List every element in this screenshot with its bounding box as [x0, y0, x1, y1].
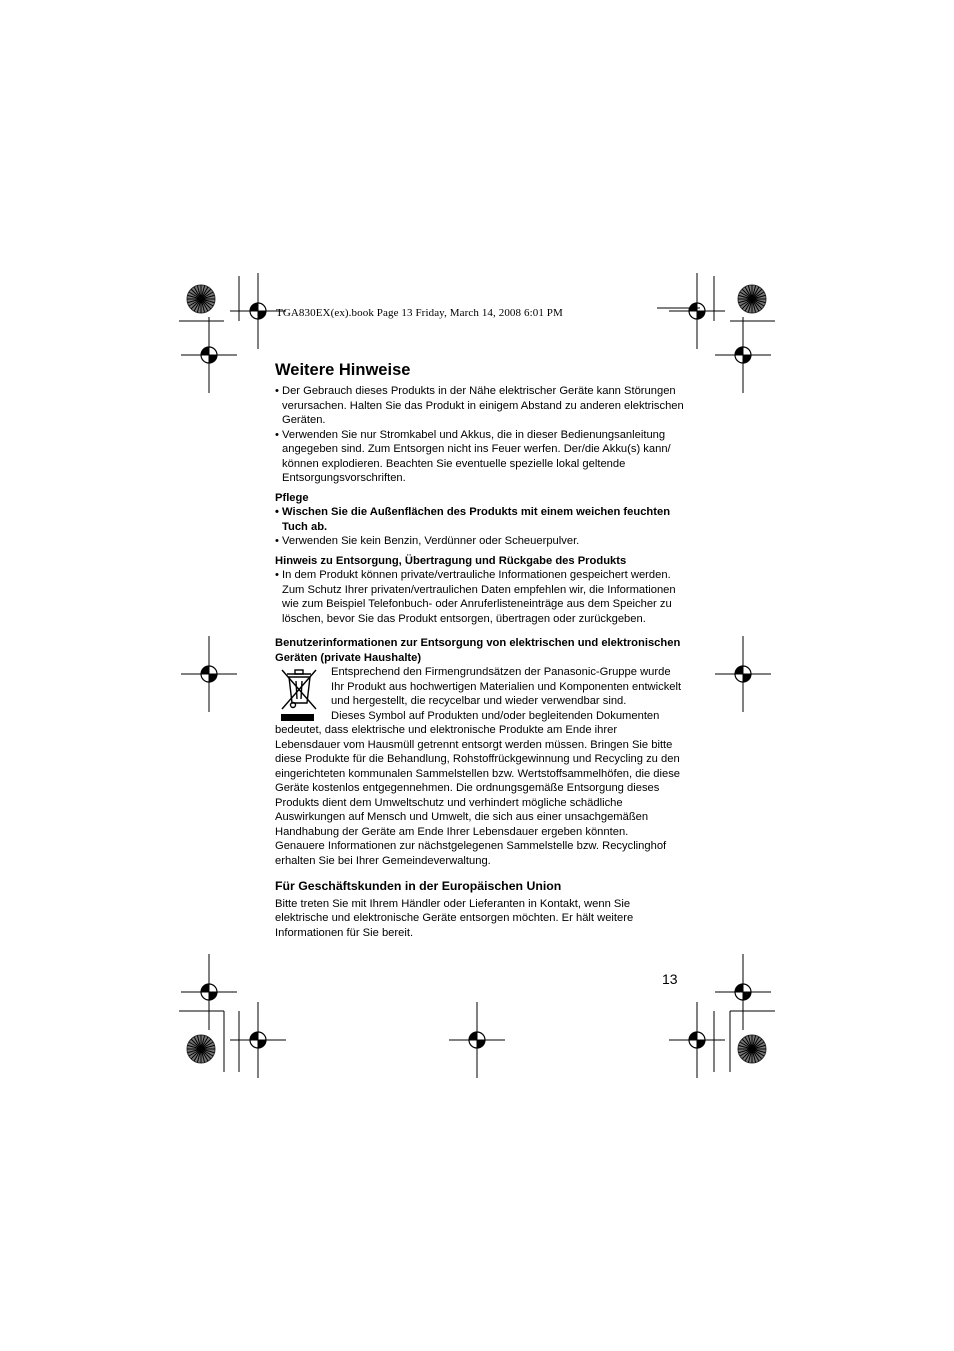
business-heading: Für Geschäftskunden in der Europäischen Union	[275, 879, 562, 893]
user-info-paragraph: Entsprechend den Firmengrundsätzen der Panasonic-Gruppe wurde Ihr Produkt aus hochwertigen Materialien und Komponenten entwickelt und hergestellt, die recycelbar und wieder verwendbar sind.	[331, 666, 682, 707]
crossed-out-wheelie-bin-icon	[277, 665, 321, 723]
user-info-heading: Benutzerinformationen zur Entsorgung von elektrischen und elektronischen Geräten (private Haushalte)	[275, 637, 681, 664]
list-item: • Verwenden Sie nur Stromkabel und Akkus, die in dieser Bedienungsanleitung angegeben sind. Zum Entsorgen nicht ins Feuer werfen. Der/die Akku(s) kann/ können explodieren. Beachten Sie eventuelle spezielle lokal geltende Entsorgungsvorschriften.	[275, 428, 685, 486]
business-paragraph: Bitte treten Sie mit Ihrem Händler oder Lieferanten in Kontakt, wenn Sie elektrische und elektronische Geräte entsorgen möchten. Er hält weitere Informationen für Sie bereit.	[275, 897, 634, 939]
disposal-list	[275, 568, 685, 626]
list-item: • Der Gebrauch dieses Produkts in der Nähe elektrischer Geräte kann Störungen verursachen. Halten Sie das Produkt in einigem Abstand zu anderen elektrischen Geräten.	[275, 384, 685, 428]
page-number: 13	[662, 971, 678, 987]
page-title: Weitere Hinweise	[275, 361, 411, 379]
disposal-heading: Hinweis zu Entsorgung, Übertragung und Rückgabe des Produkts	[275, 554, 627, 567]
care-heading: Pflege	[275, 491, 309, 504]
user-info-section	[275, 665, 685, 868]
user-info-paragraph: Dieses Symbol auf Produkten und/oder begleitenden Dokumenten bedeutet, dass elektrische und elektronische Produkte am Ende ihrer Lebensdauer vom Hausmüll getrennt entsorgt werden müssen. Bringen Sie bitte diese Produkte für die Behandlung, Rohstoffrückgewinnung und Recycling zu den eingerichteten kommunalen Sammelstellen bzw. Wertstoffsammelhöfen, die diese Geräte kostenlos entgegennehmen. Die ordnungsgemäße Entsorgung dieses Produkts dient dem Umweltschutz und verhindert mögliche schädliche Auswirkungen auf Mensch und Umwelt, die sich aus einer unsachgemäßen Handhabung der Geräte am Ende Ihrer Lebensdauer ergeben könnten.	[275, 709, 681, 838]
care-list	[275, 505, 685, 549]
list-item: • Wischen Sie die Außenflächen des Produkts mit einem weichen feuchten Tuch ab.	[275, 505, 685, 534]
list-item: • In dem Produkt können private/vertrauliche Informationen gespeichert werden. Zum Schutz Ihrer privaten/vertraulichen Daten empfehlen wir, die Informationen wie zum Beispiel Telefonbuch- oder Anruferlisteneinträge aus dem Speicher zu löschen, bevor Sie das Produkt entsorgen, übertragen oder zurückgeben.	[275, 568, 685, 626]
user-info-paragraph: Genauere Informationen zur nächstgelegenen Sammelstelle bzw. Recyclinghof erhalten Sie bei Ihrer Gemeindeverwaltung.	[275, 840, 667, 867]
list-item: • Verwenden Sie kein Benzin, Verdünner oder Scheuerpulver.	[275, 534, 685, 549]
intro-list	[275, 384, 685, 486]
print-header-line: TGA830EX(ex).book Page 13 Friday, March 14, 2008 6:01 PM	[276, 307, 563, 319]
page-content	[275, 360, 685, 940]
